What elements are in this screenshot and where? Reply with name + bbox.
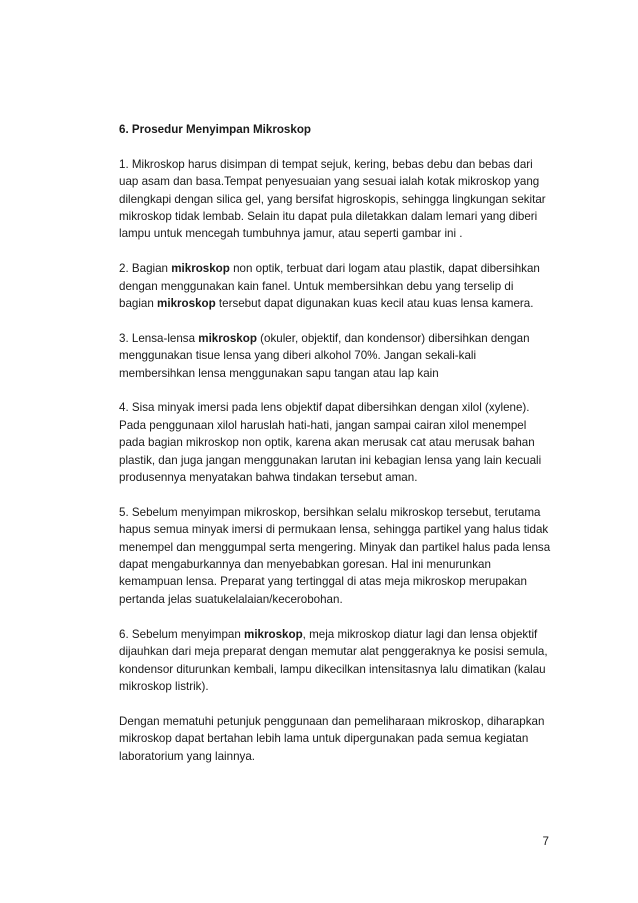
paragraph xyxy=(119,330,551,382)
paragraph-text: , meja mikroskop diatur lagi dan lensa objektif dijauhkan dari meja preparat dengan memutar alat penggeraknya ke posisi semula, kondensor diturunkan kembali, lampu dikecilkan intensitasnya lalu dimatikan (kalau mikroskop listrik). xyxy=(119,627,548,693)
paragraph xyxy=(119,399,551,486)
paragraph-text: 1. Mikroskop harus disimpan di tempat sejuk, kering, bebas debu dan bebas dari uap asam dan basa.Tempat penyesuaian yang sesuai ialah kotak mikroskop yang dilengkapi dengan silica gel, yang bersifat higroskopis, sehingga lingkungan sekitar mikroskop tidak lembab. Selain itu dapat pula diletakkan dalam lemari yang diberi lampu untuk mencegah tumbuhnya jamur, atau seperti gambar ini . xyxy=(119,157,546,241)
paragraph-text: 4. Sisa minyak imersi pada lens objektif dapat dibersihkan dengan xilol (xylene). Pada penggunaan xilol haruslah hati-hati, jangan sampai cairan xilol menempel pada bagian mikroskop non optik, karena akan merusak cat atau merusak bahan plastik, dan juga jangan menggunakan larutan ini kebagian lensa yang lain kecuali produsennya menyatakan bahwa tindakan tersebut aman. xyxy=(119,401,542,485)
bold-term: mikroskop xyxy=(157,297,216,311)
bold-term: mikroskop xyxy=(198,331,257,345)
paragraph-text: 5. Sebelum menyimpan mikroskop, bersihkan selalu mikroskop tersebut, terutama hapus semua minyak imersi di permukaan lensa, sehingga partikel yang halus tidak menempel dan menggumpal serta mengering. Minyak dan partikel halus pada lensa dapat mengaburkannya dan menyebabkan goresan. Hal ini menurunkan kemampuan lensa. Preparat yang tertinggal di atas meja mikroskop merupakan pertanda jelas suatukelalaian/kecerobohan. xyxy=(119,505,551,606)
page-number: 7 xyxy=(542,835,549,848)
paragraph-text: 3. Lensa-lensa xyxy=(119,331,199,345)
paragraph xyxy=(119,156,551,243)
bold-term: mikroskop xyxy=(171,262,230,276)
paragraph-text: 2. Bagian xyxy=(119,262,172,276)
paragraph xyxy=(119,713,551,765)
paragraph xyxy=(119,504,551,608)
paragraph-text: 6. Sebelum menyimpan xyxy=(119,627,245,641)
paragraph-text: Dengan mematuhi petunjuk penggunaan dan pemeliharaan mikroskop, diharapkan mikroskop dapat bertahan lebih lama untuk dipergunakan pada semua kegiatan laboratorium yang lainnya. xyxy=(119,714,545,763)
paragraph-list xyxy=(119,156,551,765)
paragraph-text: (okuler, objektif, dan kondensor) dibersihkan dengan menggunakan tisue lensa yang diberi alkohol 70%. Jangan sekali-kali membersihkan lensa menggunakan sapu tangan atau lap kain xyxy=(119,331,530,380)
section-heading: 6. Prosedur Menyimpan Mikroskop xyxy=(119,123,311,136)
paragraph xyxy=(119,260,551,312)
paragraph xyxy=(119,626,551,696)
paragraph-text: non optik, terbuat dari logam atau plastik, dapat dibersihkan dengan menggunakan kain fanel. Untuk membersihkan debu yang terselip di bagian xyxy=(119,262,540,311)
document-body xyxy=(119,121,551,782)
bold-term: mikroskop xyxy=(244,627,303,641)
paragraph-text: tersebut dapat digunakan kuas kecil atau kuas lensa kamera. xyxy=(215,297,534,311)
